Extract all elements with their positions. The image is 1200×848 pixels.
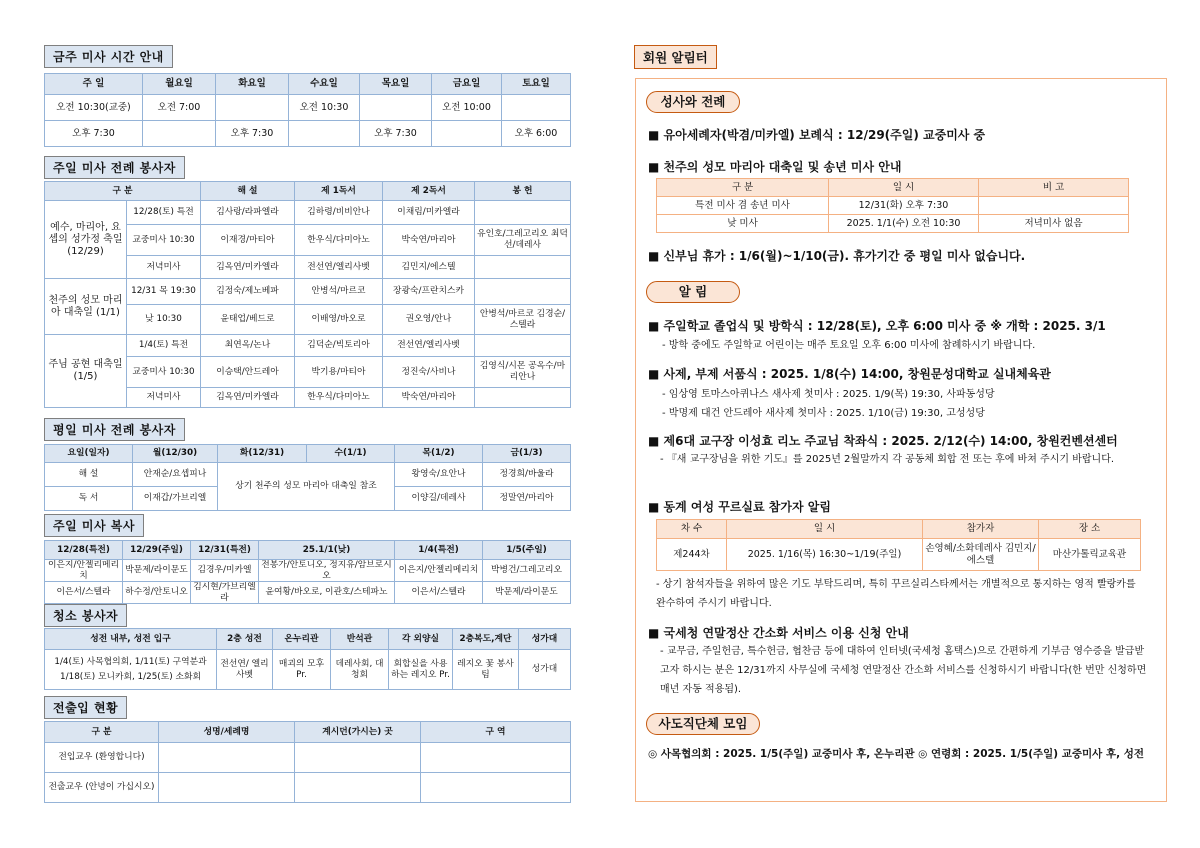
cell: 교중미사 10:30 — [127, 357, 201, 388]
notice-sunday-school: ■ 주일학교 졸업식 및 방학식 : 12/28(토), 오후 6:00 미사 중 ※ 개학 : 2025. 3/1 — [648, 319, 1106, 333]
cell: 12/31 목 19:30 — [127, 279, 201, 305]
cell: 한우식/다미아노 — [295, 225, 383, 256]
cell: 특전 미사 겸 송년 미사 — [657, 197, 829, 215]
org-meetings: ◎ 사목협의회 : 2025. 1/5(주일) 교중미사 후, 온누리관 ◎ 연령회 : 2025. 1/5(주일) 교중미사 후, 성전 — [648, 748, 1145, 760]
cell — [421, 743, 571, 773]
row-label: 전출교우 (안녕이 가십시오) — [45, 773, 159, 803]
cell: 손영혜/소화데레사 김민지/에스텔 — [923, 539, 1039, 571]
header-cell: 온누리관 — [273, 629, 331, 650]
cell: 왕영숙/요안나 — [395, 463, 483, 487]
header-cell: 구 분 — [45, 722, 159, 743]
cell: 오후 7:30 — [360, 121, 432, 147]
cell: 김민지/에스텔 — [383, 256, 475, 279]
header-cell: 구 분 — [657, 179, 829, 197]
notice-ordination-sub: - 임상영 토마스아퀴나스 새사제 첫미사 : 2025. 1/9(목) 19:30, 사파동성당 — [662, 389, 995, 400]
cell: 이은서/스텔라 — [45, 582, 123, 604]
header-cell: 비 고 — [979, 179, 1129, 197]
header-cell: 해 설 — [201, 182, 295, 201]
header-cell: 장 소 — [1039, 520, 1141, 539]
notice-cursillo: ■ 동계 여성 꾸르실료 참가자 알림 — [648, 500, 831, 514]
cell: 윤여황/바오로, 이관호/스테파노 — [259, 582, 395, 604]
cell: 오후 6:00 — [502, 121, 571, 147]
header-cell: 반석관 — [331, 629, 389, 650]
cell: 2025. 1/1(수) 오전 10:30 — [829, 215, 979, 233]
cell: 12/31(화) 오후 7:30 — [829, 197, 979, 215]
row-label: 전입교우 (환영합니다) — [45, 743, 159, 773]
notice-bishop-installation: ■ 제6대 교구장 이성효 리노 주교님 착좌식 : 2025. 2/12(수) 14:00, 창원컨벤션센터 — [648, 434, 1118, 448]
cell: 권오영/안나 — [383, 305, 475, 335]
cell: 저녁미사 — [127, 388, 201, 408]
header-cell: 화(12/31) — [218, 445, 307, 463]
cell — [295, 773, 421, 803]
header-cell: 수요일 — [289, 74, 360, 95]
cell — [159, 743, 295, 773]
sunday-servers-title: 주일 미사 전례 봉사자 — [44, 156, 185, 179]
cell: 낮 미사 — [657, 215, 829, 233]
weekly-mass-title: 금주 미사 시간 안내 — [44, 45, 173, 68]
row-label: 독 서 — [45, 487, 133, 511]
cell: 김옥연/미카엘라 — [201, 256, 295, 279]
cell: 이재경/마티아 — [201, 225, 295, 256]
transfer-title: 전출입 현황 — [44, 696, 127, 719]
cell: 윤태업/베드로 — [201, 305, 295, 335]
header-cell: 1/4(특전) — [395, 541, 483, 560]
cleaning-title: 청소 봉사자 — [44, 604, 127, 627]
notice-tax-sub: - 교무금, 주일헌금, 특수헌금, 협찬금 등에 대하여 인터넷(국세청 홈택스)으로 간편하게 기부금 영수증을 발급받고자 하시는 분은 12/31까지 사무실에 국세청 연말정산 간소화 서비스를 신청하시기 바랍니다(한 번만 신청하면 매년 자동 적용됨). — [660, 646, 1147, 695]
header-cell: 1/5(주일) — [483, 541, 571, 560]
sunday-servers-table — [44, 181, 571, 408]
cell: 오전 7:00 — [143, 95, 216, 121]
cell — [475, 201, 571, 225]
notice-board-title: 회원 알림터 — [634, 45, 717, 69]
events-title: 성사와 전례 — [646, 91, 740, 113]
cell: 박문제/라이문도 — [483, 582, 571, 604]
header-cell: 12/31(특전) — [191, 541, 259, 560]
cell: 이채림/미카엘라 — [383, 201, 475, 225]
cell: 장광숙/프란치스카 — [383, 279, 475, 305]
cell: 전봉가/안토니오, 정지유/암브로시오 — [259, 560, 395, 582]
cell: 성가대 — [519, 650, 571, 690]
feast-label: 주님 공현 대축일 (1/5) — [45, 335, 127, 408]
cell: 마산가톨릭교육관 — [1039, 539, 1141, 571]
cell — [360, 95, 432, 121]
notice-cursillo-sub: - 상기 참석자들을 위하여 많은 기도 부탁드리며, 특히 꾸르실리스타께서는 개별적으로 통지하는 영적 빨랑카를 완수하여 주시기 바랍니다. — [656, 579, 1136, 609]
notice-sunday-school-sub: - 방학 중에도 주일학교 어린이는 매주 토요일 오후 6:00 미사에 참례하시기 바랍니다. — [662, 340, 1036, 351]
header-cell: 참가자 — [923, 520, 1039, 539]
header-cell: 월(12/30) — [133, 445, 218, 463]
cell — [475, 335, 571, 357]
cursillo-table — [656, 519, 1141, 571]
cell: 이은서/스텔라 — [395, 582, 483, 604]
header-cell: 각 외양실 — [389, 629, 453, 650]
cell: 유인호/그레고리오 최덕선/데레사 — [475, 225, 571, 256]
cell: 박기용/마티아 — [295, 357, 383, 388]
cell: 오전 10:30 — [289, 95, 360, 121]
cell — [502, 95, 571, 121]
cell: 매괴의 모후 Pr. — [273, 650, 331, 690]
feast-label: 천주의 성모 마리아 대축일 (1/1) — [45, 279, 127, 335]
cell: 데레사회, 대청회 — [331, 650, 389, 690]
header-cell: 제 1독서 — [295, 182, 383, 201]
cell: 교중미사 10:30 — [127, 225, 201, 256]
header-cell: 요일(일자) — [45, 445, 133, 463]
cell — [159, 773, 295, 803]
cell: 오후 7:30 — [216, 121, 289, 147]
cell: 정말연/마리아 — [483, 487, 571, 511]
cleaning-line: 1/18(토) 모니카회, 1/25(토) 소화회 — [60, 671, 201, 682]
cell: 한우식/다미아노 — [295, 388, 383, 408]
cell: 김사랑/라파엘라 — [201, 201, 295, 225]
cell: 전선연/ 엘리사벳 — [217, 650, 273, 690]
cell — [979, 197, 1129, 215]
cell: 정진숙/사비나 — [383, 357, 475, 388]
weekday-servers-title: 평일 미사 전례 봉사자 — [44, 418, 185, 441]
cell: 전선연/엘리사벳 — [295, 256, 383, 279]
header-cell: 차 수 — [657, 520, 727, 539]
row-label: 해 설 — [45, 463, 133, 487]
header-cell: 월요일 — [143, 74, 216, 95]
cell: 최연옥/논나 — [201, 335, 295, 357]
header-cell: 성가대 — [519, 629, 571, 650]
cell: 레지오 꽃 봉사팀 — [453, 650, 519, 690]
cell: 박숙연/마리아 — [383, 388, 475, 408]
cleaning-table — [44, 628, 571, 690]
header-cell: 일 시 — [727, 520, 923, 539]
cell: 2025. 1/16(목) 16:30~1/19(주일) — [727, 539, 923, 571]
cell: 제244차 — [657, 539, 727, 571]
notice-bishop-sub: - 『새 교구장님을 위한 기도』를 2025년 2월말까지 각 공동체 회합 전 또는 후에 바쳐 주시기 바랍니다. — [660, 454, 1115, 465]
cell: 낮 10:30 — [127, 305, 201, 335]
cell — [45, 650, 217, 690]
cell: 이은지/안젤리메리치 — [395, 560, 483, 582]
cell: 이양길/데레사 — [395, 487, 483, 511]
header-cell: 제 2독서 — [383, 182, 475, 201]
cell: 이배영/바오로 — [295, 305, 383, 335]
cell: 박숙연/마리아 — [383, 225, 475, 256]
cell: 1/4(토) 특전 — [127, 335, 201, 357]
cell: 안재순/요셉피나 — [133, 463, 218, 487]
header-cell: 구 분 — [45, 182, 201, 201]
header-cell: 토요일 — [502, 74, 571, 95]
event-infant-baptism: ■ 유아세례자(박겸/미카엘) 보례식 : 12/29(주일) 교중미사 중 — [648, 128, 986, 142]
feast-label: 예수, 마리아, 요셉의 성가정 축일 (12/29) — [45, 201, 127, 279]
cell — [289, 121, 360, 147]
altar-servers-title: 주일 미사 복사 — [44, 514, 144, 537]
header-cell: 화요일 — [216, 74, 289, 95]
header-cell: 금요일 — [432, 74, 502, 95]
cell: 박문제/라이문도 — [123, 560, 191, 582]
header-cell: 계시던(가시는) 곳 — [295, 722, 421, 743]
weekly-mass-table — [44, 73, 571, 147]
cell: 정경희/바울라 — [483, 463, 571, 487]
altar-servers-table — [44, 540, 571, 604]
header-cell: 성명/세례명 — [159, 722, 295, 743]
cell: 김하령/비비안나 — [295, 201, 383, 225]
cell: 오전 10:00 — [432, 95, 502, 121]
header-cell: 일 시 — [829, 179, 979, 197]
cell: 김경우/미카엘 — [191, 560, 259, 582]
cell — [432, 121, 502, 147]
cell: 12/28(토) 특전 — [127, 201, 201, 225]
header-cell: 구 역 — [421, 722, 571, 743]
cell — [421, 773, 571, 803]
header-cell: 25.1/1(낮) — [259, 541, 395, 560]
notice-title: 알 림 — [646, 281, 740, 303]
cell: 안병석/마르코 김경순/스텔라 — [475, 305, 571, 335]
header-cell: 성전 내부, 성전 입구 — [45, 629, 217, 650]
cell: 김정숙/제노베파 — [201, 279, 295, 305]
cleaning-line: 1/4(토) 사목협의회, 1/11(토) 구역분과 — [54, 656, 207, 667]
transfer-table — [44, 721, 571, 803]
cell — [475, 256, 571, 279]
header-cell: 목요일 — [360, 74, 432, 95]
header-cell: 목(1/2) — [395, 445, 483, 463]
notice-ordination-sub: - 박명제 대건 안드레아 새사제 첫미사 : 2025. 1/10(금) 19:30, 고성성당 — [662, 408, 985, 419]
cell: 이은지/안젤리메리치 — [45, 560, 123, 582]
header-cell: 주 일 — [45, 74, 143, 95]
cell: 김영식/시몬 공옥수/마리안나 — [475, 357, 571, 388]
header-cell: 금(1/3) — [483, 445, 571, 463]
cell: 저녁미사 없음 — [979, 215, 1129, 233]
cell: 박병건/그레고리오 — [483, 560, 571, 582]
notice-ordination: ■ 사제, 부제 서품식 : 2025. 1/8(수) 14:00, 창원문성대학교 실내체육관 — [648, 367, 1051, 381]
cell: 저녁미사 — [127, 256, 201, 279]
cell — [475, 388, 571, 408]
merged-cell: 상기 천주의 성모 마리아 대축일 참조 — [218, 463, 395, 511]
cell: 안병석/마르코 — [295, 279, 383, 305]
cell: 오후 7:30 — [45, 121, 143, 147]
header-cell: 2층 성전 — [217, 629, 273, 650]
cell — [143, 121, 216, 147]
org-title: 사도직단체 모임 — [646, 713, 760, 735]
cell: 이재갑/가브리엘 — [133, 487, 218, 511]
event-priest-vacation: ■ 신부님 휴가 : 1/6(월)~1/10(금). 휴가기간 중 평일 미사 없습니다. — [648, 249, 1026, 263]
weekday-servers-table — [44, 444, 571, 511]
cell: 김옥연/미카엘라 — [201, 388, 295, 408]
new-year-mass-table — [656, 178, 1129, 233]
header-cell: 12/28(특전) — [45, 541, 123, 560]
cell: 김시현/가브리엘라 — [191, 582, 259, 604]
cell: 회합실을 사용하는 레지오 Pr. — [389, 650, 453, 690]
header-cell: 12/29(주일) — [123, 541, 191, 560]
cell — [475, 279, 571, 305]
header-cell: 2층복도,계단 — [453, 629, 519, 650]
cell: 전선연/엘리사벳 — [383, 335, 475, 357]
event-new-year-mass: ■ 천주의 성모 마리아 대축일 및 송년 미사 안내 — [648, 160, 902, 174]
header-cell: 봉 헌 — [475, 182, 571, 201]
cell: 이승택/안드레아 — [201, 357, 295, 388]
cell — [295, 743, 421, 773]
cell: 김덕순/빅토리아 — [295, 335, 383, 357]
notice-tax: ■ 국세청 연말정산 간소화 서비스 이용 신청 안내 — [648, 626, 909, 640]
cell — [216, 95, 289, 121]
cell: 오전 10:30(교중) — [45, 95, 143, 121]
cell: 하수정/안토니오 — [123, 582, 191, 604]
header-cell: 수(1/1) — [307, 445, 395, 463]
